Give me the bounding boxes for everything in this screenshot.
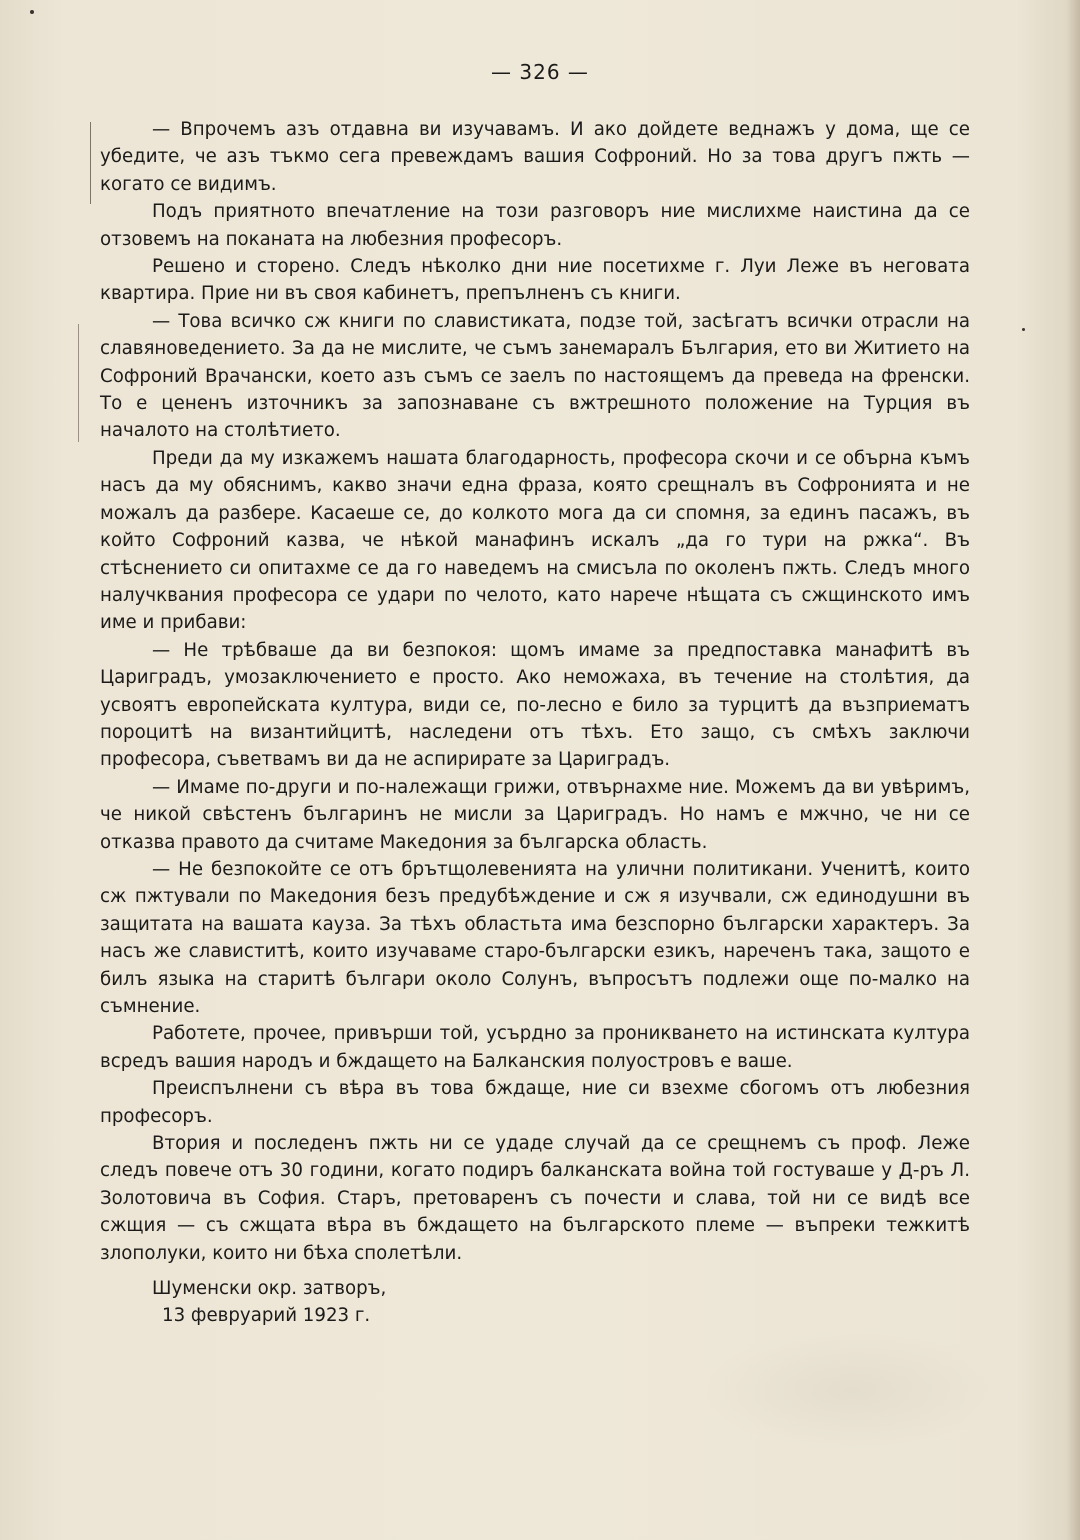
signature-place: Шуменски окр. затворъ,	[152, 1278, 387, 1299]
paragraph: Работете, прочее, привърши той, усърдно за проникването на истинската култура всредъ вашия народъ и бждащето на Балканския полуостровъ е ваше.	[100, 1023, 970, 1072]
page-number: — 326 —	[491, 60, 589, 84]
paragraph: Втория и последенъ пжть ни се удаде случай да се срещнемъ съ проф. Леже следъ повече отъ 30 години, когато подиръ балканската война той гостуваше у Д-ръ Л. Золотовича въ София. Старъ, претоваренъ съ почести и слава, той ни се видѣ все сжщия — съ сжщата вѣра въ бждащето на българското племе — въпреки тежкитѣ злополуки, които ни бѣха сполетѣли.	[100, 1133, 970, 1264]
paragraph: — Имаме по-други и по-належащи грижи, отвърнахме ние. Можемъ да ви увѣримъ, че никой свѣстенъ българинъ не мисли за Цариградъ. Но намъ е мжчно, че ни се отказва правото да считаме Македония за българска область.	[100, 776, 970, 853]
paragraph: — Впрочемъ азъ отдавна ви изучавамъ. И ако дойдете веднажъ у дома, ще се убедите, че азъ тъкмо сега превеждамъ вашия Софроний. Но за това другъ пжть — когато се видимъ.	[100, 119, 970, 195]
show-through-shadow	[700, 1330, 1000, 1450]
paragraph: — Не безпокойте се отъ брътщолевенията на улични политикани. Ученитѣ, които сж пжтували по Македония безъ предубѣждение и сж я изучвали, сж единодушни въ защитата на вашата кауза. За тѣхъ областьта има безспорно български характеръ. За насъ же славиститѣ, които изучаваме старо-български езикъ, нареченъ така, защото е билъ языка на старитѣ българи около Солунъ, въпросътъ подлежи още по-малко на съмнение.	[100, 858, 970, 1017]
paragraph: Преди да му изкажемъ нашата благодарность, професора скочи и се обърна къмъ насъ да му обяснимъ, какво значи една фраза, която срещналъ въ Софронията и не можалъ да разбере. Касаеше се, до колкото мога да си спомня, за единъ пасажъ, въ който Софроний казва, че нѣкой манафинъ искалъ „да го тури на ржка“. Въ стѣснението си опитахме се да го наведемъ на смисъла по околенъ пжть. Следъ много налучквания професора се удари по челото, като нарече нѣщата съ сжщинското имъ име и прибави:	[100, 447, 970, 634]
paragraph: Преиспълнени съ вѣра въ това бждаще, ние си взехме сбогомъ отъ любезния професоръ.	[100, 1078, 970, 1127]
paragraph: Решено и сторено. Следъ нѣколко дни ние посетихме г. Луи Леже въ неговата квартира. Прие ни въ своя кабинетъ, препълненъ съ книги.	[100, 256, 970, 305]
paragraph: — Това всичко сж книги по славистиката, подзе той, засѣгатъ всички отрасли на славяноведението. За да не мислите, че съмъ занемаралъ България, ето ви Житието на Софроний Врачански, което азъ съмъ се заелъ по настоящемъ да преведа на френски. То е цененъ източникъ за запознаване съ вжтрешното положение на Турция въ началото на столѣтието.	[100, 310, 970, 442]
margin-pencil-line	[90, 122, 91, 204]
paper-speck	[30, 10, 34, 14]
paragraph: Подъ приятното впечатление на този разговоръ ние мислихме наистина да се отзовемъ на поканата на любезния професоръ.	[100, 201, 970, 250]
page-edge-shadow	[1066, 0, 1080, 1540]
body-text	[100, 116, 970, 1267]
paper-speck	[1022, 328, 1025, 331]
paragraph: — Не трѣбваше да ви безпокоя: щомъ имаме за предпоставка манафитѣ въ Цариградъ, умозаключението е просто. Ако неможаха, въ течение на столѣтия, да усвоятъ европейската култура, види се, по-лесно е било за турцитѣ да възприематъ пороцитѣ на византийцитѣ, наследени отъ тѣхъ. Ето защо, съ смѣхъ заключи професора, съветвамъ ви да не аспирирате за Цариградъ.	[100, 639, 970, 771]
signature-date: 13 февруарий 1923 г.	[162, 1305, 371, 1327]
margin-pencil-line	[78, 324, 79, 442]
signature-block	[152, 1275, 386, 1330]
